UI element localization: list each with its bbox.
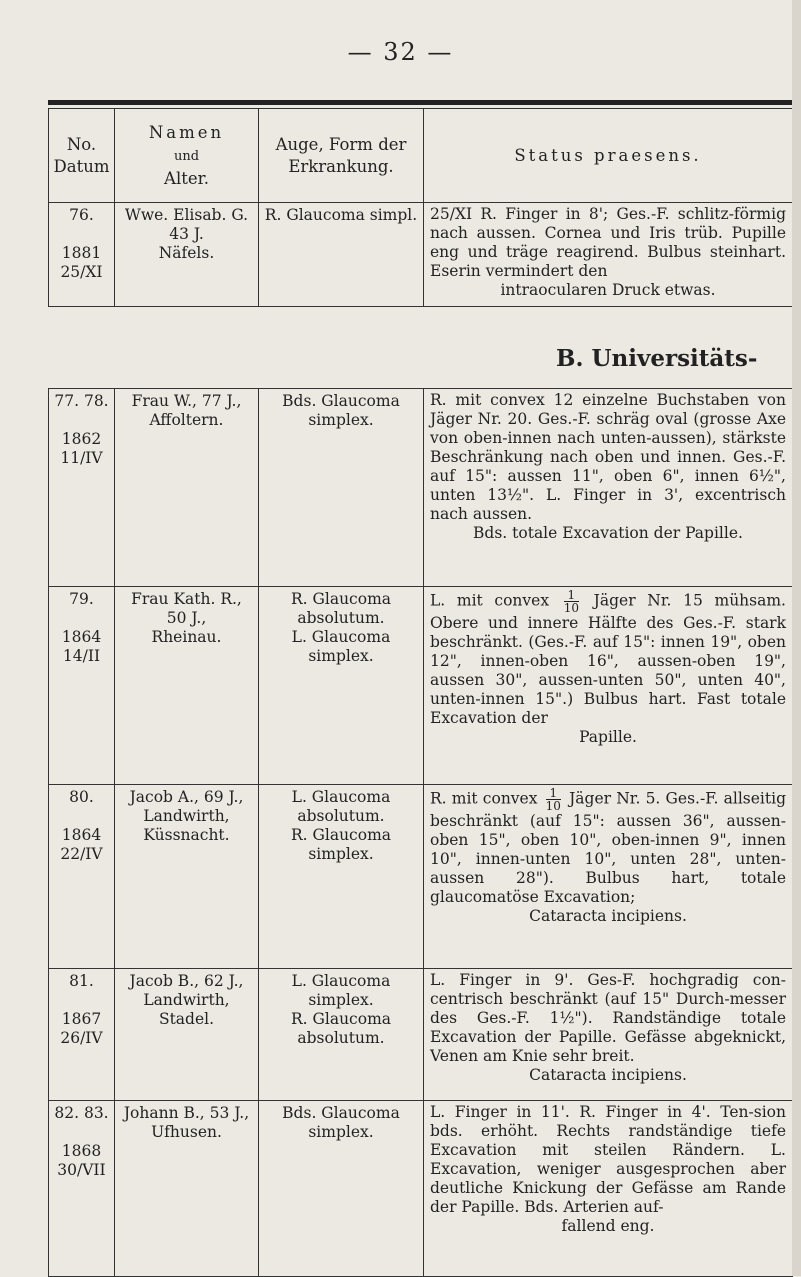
cell-no-date: 79. 1864 14/II xyxy=(49,587,115,785)
header-name-age: Namen und Alter. xyxy=(115,109,259,203)
cell-diagnosis: Bds. Glaucoma simplex. xyxy=(259,1101,424,1277)
cell-no-date: 76. 1881 25/XI xyxy=(49,203,115,307)
cell-status: 25/XI R. Finger in 8'; Ges.-F. schlitz-förmig nach aussen. Cornea und Iris trüb. Pupille eng und träge reagirend. Bulbus steinhart. Eserin vermindert den intraocularen Druck etwas. xyxy=(424,203,793,307)
cell-name: Jacob A., 69 J., Landwirth, Küssnacht. xyxy=(115,785,259,969)
table-row xyxy=(49,389,793,587)
cell-no-date: 82. 83. 1868 30/VII xyxy=(49,1101,115,1277)
section-title: B. Universitäts- xyxy=(556,345,758,372)
cell-diagnosis: Bds. Glaucoma simplex. xyxy=(259,389,424,587)
case-table-bottom xyxy=(48,388,793,1277)
cell-status: L. Finger in 11'. R. Finger in 4'. Ten-sion bds. erhöht. Rechts randständige tiefe Excavation mit steilen Rändern. L. Excavation, weniger ausgesprochen aber deutliche Knickung der Gefässe am Rande der Papille. Bds. Arterien auf- fallend eng. xyxy=(424,1101,793,1277)
table-header-row xyxy=(49,109,793,203)
cell-name: Wwe. Elisab. G. 43 J. Näfels. xyxy=(115,203,259,307)
cell-no-date: 81. 1867 26/IV xyxy=(49,969,115,1101)
cell-name: Johann B., 53 J., Ufhusen. xyxy=(115,1101,259,1277)
header-eye-form: Auge, Form der Erkrankung. xyxy=(259,109,424,203)
top-rule xyxy=(48,100,792,105)
cell-name: Frau Kath. R., 50 J., Rheinau. xyxy=(115,587,259,785)
case-table-top xyxy=(48,108,793,307)
cell-diagnosis: R. Glaucoma simpl. xyxy=(259,203,424,307)
cell-name: Jacob B., 62 J., Landwirth, Stadel. xyxy=(115,969,259,1101)
header-status: Status praesens. xyxy=(424,109,793,203)
cell-diagnosis: L. Glaucoma absolutum. R. Glaucoma simplex. xyxy=(259,785,424,969)
cell-status: R. mit convex $\frac{1}{10}$ Jäger Nr. 5. Ges.-F. allseitig beschränkt (auf 15": aussen 36", aussen-oben 15", oben 10", oben-innen 9", innen 10", innen-unten 10", unten 28", unten-aussen 28"). Bulbus hart, totale glaucomatöse Excavation; Cataracta incipiens. xyxy=(424,785,793,969)
cell-status: L. mit convex $\frac{1}{10}$ Jäger Nr. 15 mühsam. Obere und innere Hälfte des Ges.-F. stark beschränkt. (Ges.-F. auf 15": innen 19", oben 12", innen-oben 16", aussen-oben 19", aussen 30", aussen-unten 50", unten 40", unten-innen 15".) Bulbus hart. Fast totale Excavation der Papille. xyxy=(424,587,793,785)
cell-name: Frau W., 77 J., Affoltern. xyxy=(115,389,259,587)
fraction: $\frac{1}{10}$ xyxy=(545,786,561,813)
table-row xyxy=(49,969,793,1101)
table-row xyxy=(49,1101,793,1277)
fraction: $\frac{1}{10}$ xyxy=(563,588,580,615)
page-edge xyxy=(792,0,801,1276)
cell-status: R. mit convex 12 einzelne Buchstaben von Jäger Nr. 20. Ges.-F. schräg oval (grosse Axe von oben-innen nach unten-aussen), stärkste Beschränkung nach oben und innen. Ges.-F. auf 15": aussen 11", oben 6", innen 6½", unten 13½". L. Finger in 3', excentrisch nach aussen. Bds. totale Excavation der Papille. xyxy=(424,389,793,587)
page-number: — 32 — xyxy=(347,38,454,66)
cell-no-date: 80. 1864 22/IV xyxy=(49,785,115,969)
table-row xyxy=(49,785,793,969)
cell-diagnosis: R. Glaucoma absolutum. L. Glaucoma simplex. xyxy=(259,587,424,785)
cell-diagnosis: L. Glaucoma simplex. R. Glaucoma absolutum. xyxy=(259,969,424,1101)
table-row xyxy=(49,203,793,307)
table-row xyxy=(49,587,793,785)
header-no-datum: No. Datum xyxy=(49,109,115,203)
cell-no-date: 77. 78. 1862 11/IV xyxy=(49,389,115,587)
cell-status: L. Finger in 9'. Ges-F. hochgradig con-centrisch beschränkt (auf 15" Durch-messer des Ges.-F. 1½"). Randständige totale Excavation der Papille. Gefässe abgeknickt, Venen am Knie sehr breit. Cataracta incipiens. xyxy=(424,969,793,1101)
